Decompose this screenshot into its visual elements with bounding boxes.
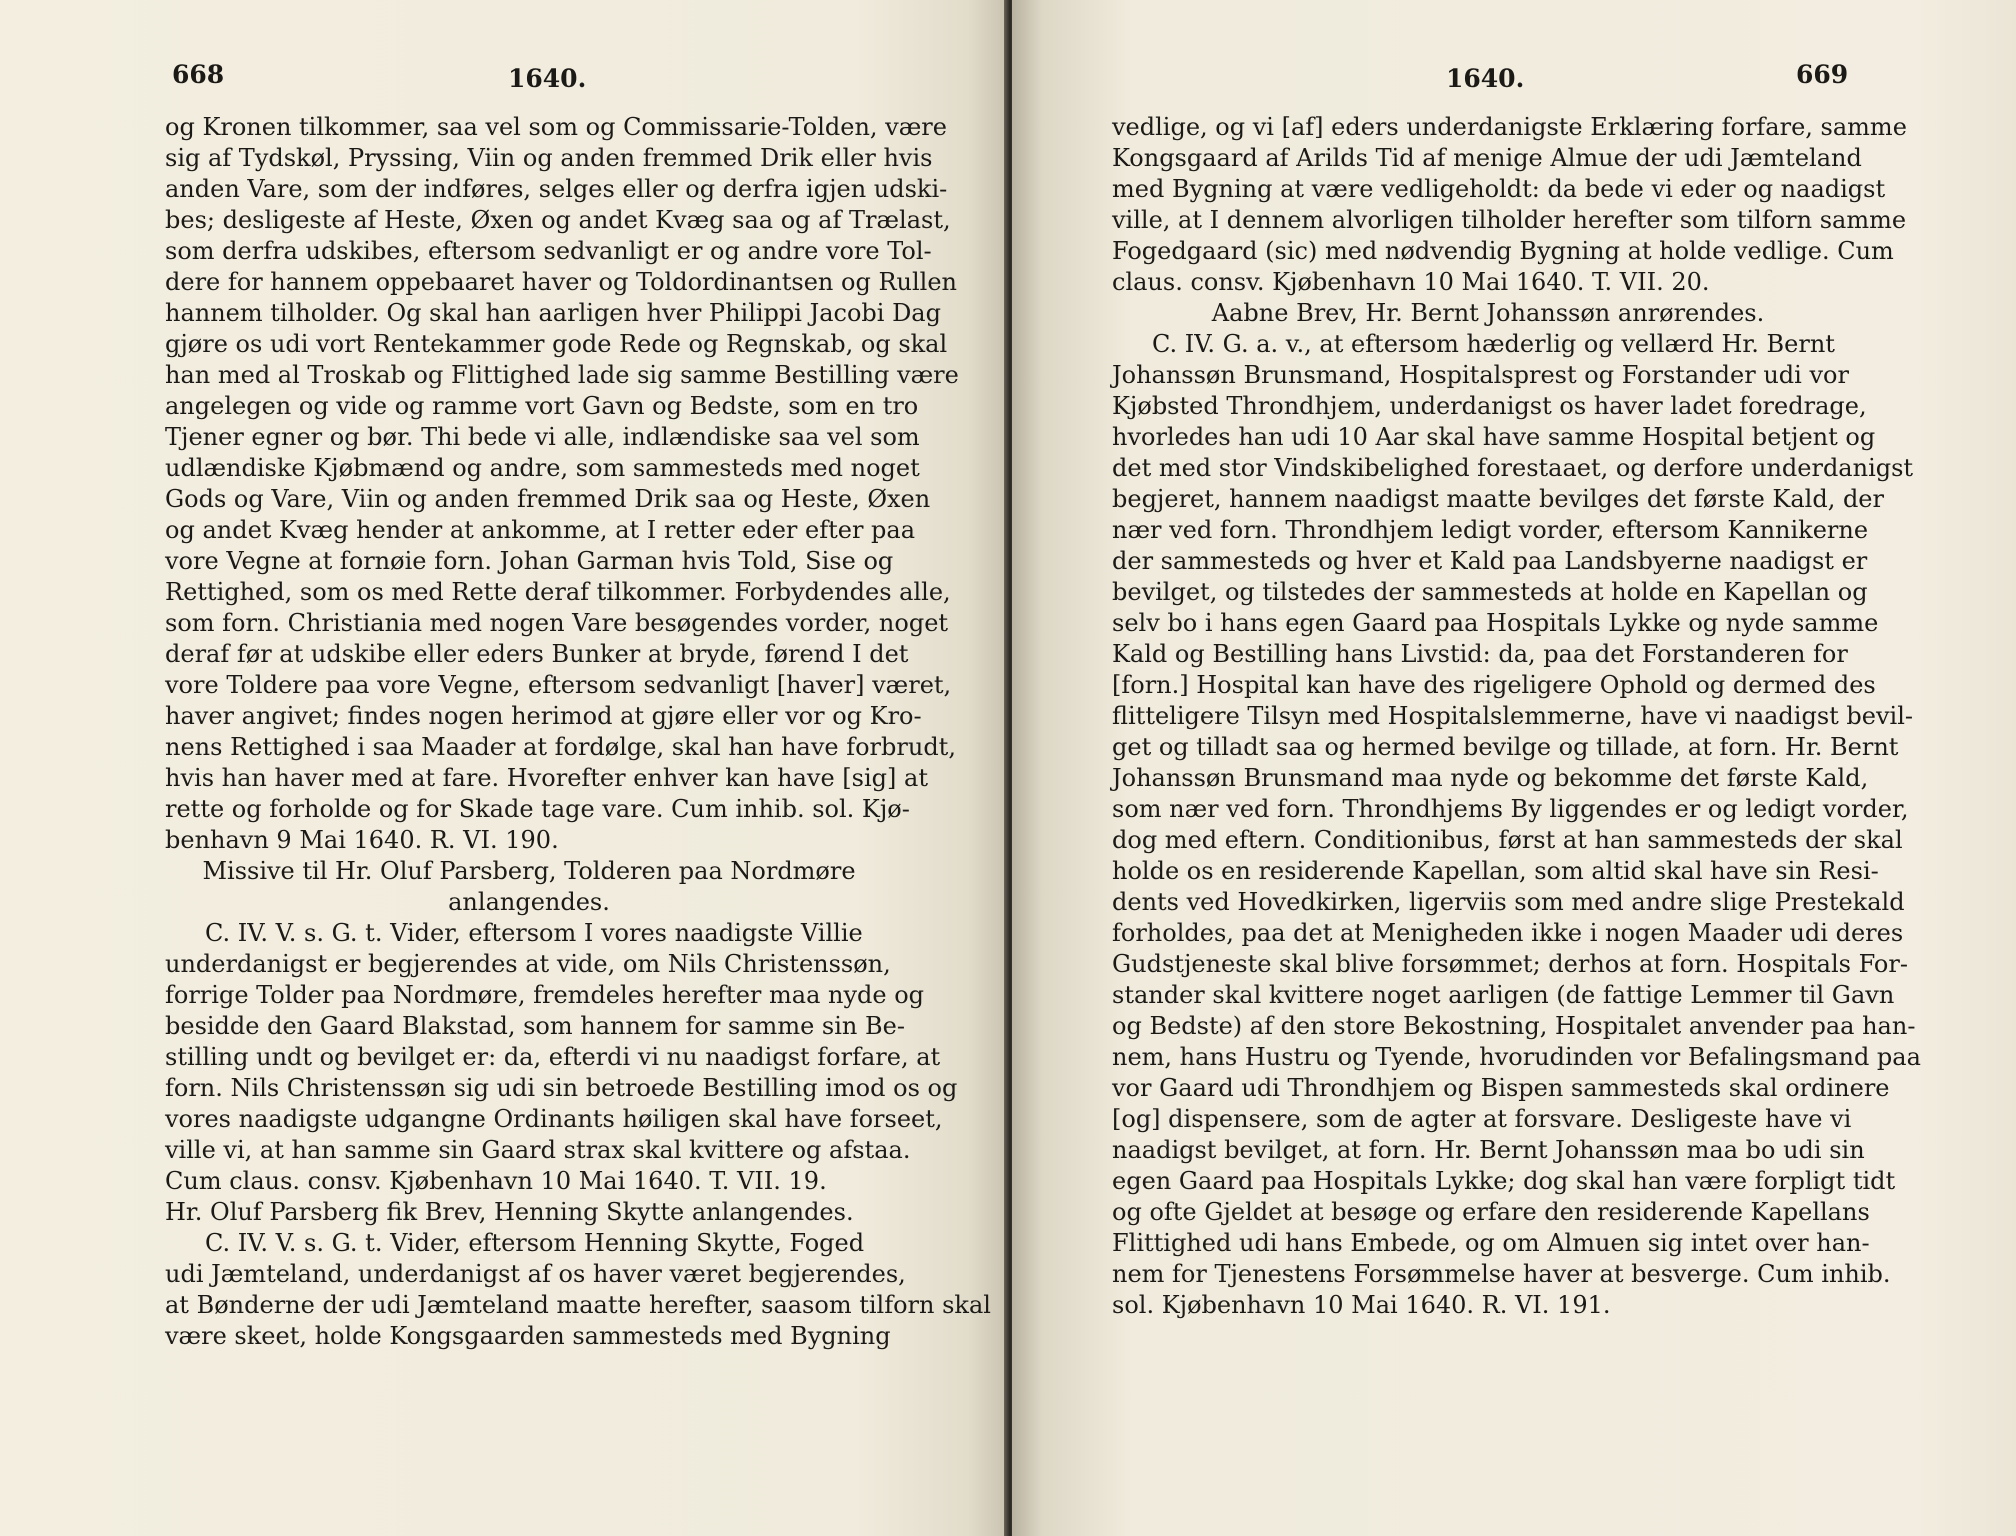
- text-line: angelegen og vide og ramme vort Gavn og Bedste, som en tro: [165, 392, 919, 420]
- text-line: anden Vare, som der indføres, selges eller og derfra igjen udski-: [165, 175, 948, 203]
- text-line: deraf før at udskibe eller eders Bunker at bryde, førend I det: [165, 640, 909, 668]
- text-line: bevilget, og tilstedes der sammesteds at holde en Kapellan og: [1112, 578, 1868, 606]
- text-line: vores naadigste udgangne Ordinants høiligen skal have forseet,: [165, 1105, 943, 1133]
- text-line: som nær ved forn. Throndhjems By liggendes er og ledigt vorder,: [1112, 795, 1909, 823]
- text-line: Kald og Bestilling hans Livstid: da, paa det Forstanderen for: [1112, 640, 1848, 668]
- text-line: og ofte Gjeldet at besøge og erfare den residerende Kapellans: [1112, 1198, 1870, 1226]
- text-line: Tjener egner og bør. Thi bede vi alle, indlændiske saa vel som: [165, 423, 920, 451]
- text-line: og andet Kvæg hender at ankomme, at I retter eder efter paa: [165, 516, 916, 544]
- text-line: Hr. Oluf Parsberg fik Brev, Henning Skytte anlangendes.: [165, 1198, 854, 1226]
- text-line: Aabne Brev, Hr. Bernt Johanssøn anrørendes.: [1211, 299, 1765, 327]
- text-line: holde os en residerende Kapellan, som altid skal have sin Resi-: [1112, 857, 1879, 885]
- text-line: C. IV. V. s. G. t. Vider, eftersom Henning Skytte, Foged: [205, 1229, 865, 1257]
- right-page-body: [1112, 112, 1921, 1321]
- right-running-head: 1640.: [1446, 64, 1525, 93]
- text-line: rette og forholde og for Skade tage vare. Cum inhib. sol. Kjø-: [165, 795, 910, 823]
- text-line: vore Toldere paa vore Vegne, eftersom sedvanligt [haver] været,: [165, 671, 952, 699]
- text-line: Kongsgaard af Arilds Tid af menige Almue der udi Jæmteland: [1112, 144, 1862, 172]
- text-line: selv bo i hans egen Gaard paa Hospitals Lykke og nyde samme: [1112, 609, 1879, 637]
- right-page: [1012, 0, 2016, 1536]
- text-line: nem, hans Hustru og Tyende, hvorudinden vor Befalingsmand paa: [1112, 1043, 1921, 1071]
- text-line: forn. Nils Christenssøn sig udi sin betroede Bestilling imod os og: [165, 1074, 958, 1102]
- text-line: hannem tilholder. Og skal han aarligen hver Philippi Jacobi Dag: [165, 299, 941, 327]
- text-line: flitteligere Tilsyn med Hospitalslemmerne, have vi naadigst bevil-: [1112, 702, 1914, 730]
- text-line: Kjøbsted Throndhjem, underdanigst os haver ladet foredrage,: [1112, 392, 1867, 420]
- text-line: og Bedste) af den store Bekostning, Hospitalet anvender paa han-: [1112, 1012, 1916, 1040]
- text-line: C. IV. G. a. v., at eftersom hæderlig og vellærd Hr. Bernt: [1152, 330, 1835, 358]
- text-line: sol. Kjøbenhavn 10 Mai 1640. R. VI. 191.: [1112, 1291, 1611, 1319]
- text-line: udlændiske Kjøbmænd og andre, som sammesteds med noget: [165, 454, 920, 482]
- text-line: ville, at I dennem alvorligen tilholder herefter som tilforn samme: [1112, 206, 1907, 234]
- text-line: underdanigst er begjerendes at vide, om Nils Christenssøn,: [165, 950, 891, 978]
- text-line: han med al Troskab og Flittighed lade sig samme Bestilling være: [165, 361, 959, 389]
- right-page-number: 669: [1796, 60, 1849, 89]
- text-line: være skeet, holde Kongsgaarden sammesteds med Bygning: [165, 1322, 891, 1350]
- text-line: sig af Tydskøl, Pryssing, Viin og anden fremmed Drik eller hvis: [165, 144, 933, 172]
- text-line: som forn. Christiania med nogen Vare besøgendes vorder, noget: [165, 609, 949, 637]
- text-line: claus. consv. Kjøbenhavn 10 Mai 1640. T. VII. 20.: [1112, 268, 1710, 296]
- text-line: Missive til Hr. Oluf Parsberg, Tolderen paa Nordmøre: [202, 857, 856, 885]
- text-line: bes; desligeste af Heste, Øxen og andet Kvæg saa og af Trælast,: [165, 206, 951, 234]
- text-line: haver angivet; findes nogen herimod at gjøre eller vor og Kro-: [165, 702, 922, 730]
- text-line: som derfra udskibes, eftersom sedvanligt er og andre vore Tol-: [165, 237, 932, 265]
- text-line: nem for Tjenestens Forsømmelse haver at besverge. Cum inhib.: [1112, 1260, 1891, 1288]
- text-line: begjeret, hannem naadigst maatte bevilges det første Kald, der: [1112, 485, 1884, 513]
- text-line: C. IV. V. s. G. t. Vider, eftersom I vores naadigste Villie: [205, 919, 863, 947]
- text-line: besidde den Gaard Blakstad, som hannem for samme sin Be-: [165, 1012, 905, 1040]
- text-line: Cum claus. consv. Kjøbenhavn 10 Mai 1640. T. VII. 19.: [165, 1167, 827, 1195]
- text-line: hvorledes han udi 10 Aar skal have samme Hospital betjent og: [1112, 423, 1876, 451]
- text-line: nær ved forn. Throndhjem ledigt vorder, eftersom Kannikerne: [1112, 516, 1869, 544]
- left-page-body: [165, 112, 991, 1352]
- text-line: dents ved Hovedkirken, ligerviis som med andre slige Prestekald: [1112, 888, 1905, 916]
- left-page-number: 668: [172, 60, 225, 89]
- text-line: udi Jæmteland, underdanigst af os haver været begjerendes,: [165, 1260, 906, 1288]
- text-line: benhavn 9 Mai 1640. R. VI. 190.: [165, 826, 559, 854]
- text-line: vedlige, og vi [af] eders underdanigste Erklæring forfare, samme: [1112, 113, 1907, 141]
- text-line: egen Gaard paa Hospitals Lykke; dog skal han være forpligt tidt: [1112, 1167, 1896, 1195]
- text-line: forholdes, paa det at Menigheden ikke i nogen Maader udi deres: [1112, 919, 1904, 947]
- text-line: og Kronen tilkommer, saa vel som og Commissarie-Tolden, være: [165, 113, 947, 141]
- left-running-head: 1640.: [508, 64, 587, 93]
- text-line: Gods og Vare, Viin og anden fremmed Drik saa og Heste, Øxen: [165, 485, 931, 513]
- text-line: gjøre os udi vort Rentekammer gode Rede og Regnskab, og skal: [165, 330, 948, 358]
- text-line: Johanssøn Brunsmand maa nyde og bekomme det første Kald,: [1112, 764, 1869, 792]
- text-line: dog med eftern. Conditionibus, først at han sammesteds der skal: [1112, 826, 1903, 854]
- text-line: Johanssøn Brunsmand, Hospitalsprest og Forstander udi vor: [1112, 361, 1849, 389]
- text-line: get og tilladt saa og hermed bevilge og tillade, at forn. Hr. Bernt: [1112, 733, 1899, 761]
- text-line: hvis han haver med at fare. Hvorefter enhver kan have [sig] at: [165, 764, 928, 792]
- text-line: vore Vegne at fornøie forn. Johan Garman hvis Told, Sise og: [165, 547, 894, 575]
- text-line: vor Gaard udi Throndhjem og Bispen sammesteds skal ordinere: [1112, 1074, 1890, 1102]
- text-line: at Bønderne der udi Jæmteland maatte herefter, saasom tilforn skal: [165, 1291, 991, 1319]
- text-line: stander skal kvittere noget aarligen (de fattige Lemmer til Gavn: [1112, 981, 1895, 1009]
- text-line: anlangendes.: [448, 888, 610, 916]
- text-line: dere for hannem oppebaaret haver og Toldordinantsen og Rullen: [165, 268, 957, 296]
- text-line: forrige Tolder paa Nordmøre, fremdeles herefter maa nyde og: [165, 981, 925, 1009]
- text-line: Gudstjeneste skal blive forsømmet; derhos at forn. Hospitals For-: [1112, 950, 1908, 978]
- text-line: Rettighed, som os med Rette deraf tilkommer. Forbydendes alle,: [165, 578, 951, 606]
- text-line: stilling undt og bevilget er: da, efterdi vi nu naadigst forfare, at: [165, 1043, 941, 1071]
- text-line: Fogedgaard (sic) med nødvendig Bygning at holde vedlige. Cum: [1112, 237, 1894, 265]
- text-line: [og] dispensere, som de agter at forsvare. Desligeste have vi: [1112, 1105, 1852, 1133]
- text-line: nens Rettighed i saa Maader at fordølge, skal han have forbrudt,: [165, 733, 956, 761]
- text-line: med Bygning at være vedligeholdt: da bede vi eder og naadigst: [1112, 175, 1886, 203]
- text-line: der sammesteds og hver et Kald paa Landsbyerne naadigst er: [1112, 547, 1868, 575]
- text-line: naadigst bevilget, at forn. Hr. Bernt Johanssøn maa bo udi sin: [1112, 1136, 1865, 1164]
- text-line: ville vi, at han samme sin Gaard strax skal kvittere og afstaa.: [165, 1136, 911, 1164]
- text-line: [forn.] Hospital kan have des rigeligere Ophold og dermed des: [1112, 671, 1876, 699]
- text-line: det med stor Vindskibelighed forestaaet, og derfore underdanigst: [1112, 454, 1914, 482]
- text-line: Flittighed udi hans Embede, og om Almuen sig intet over han-: [1112, 1229, 1870, 1257]
